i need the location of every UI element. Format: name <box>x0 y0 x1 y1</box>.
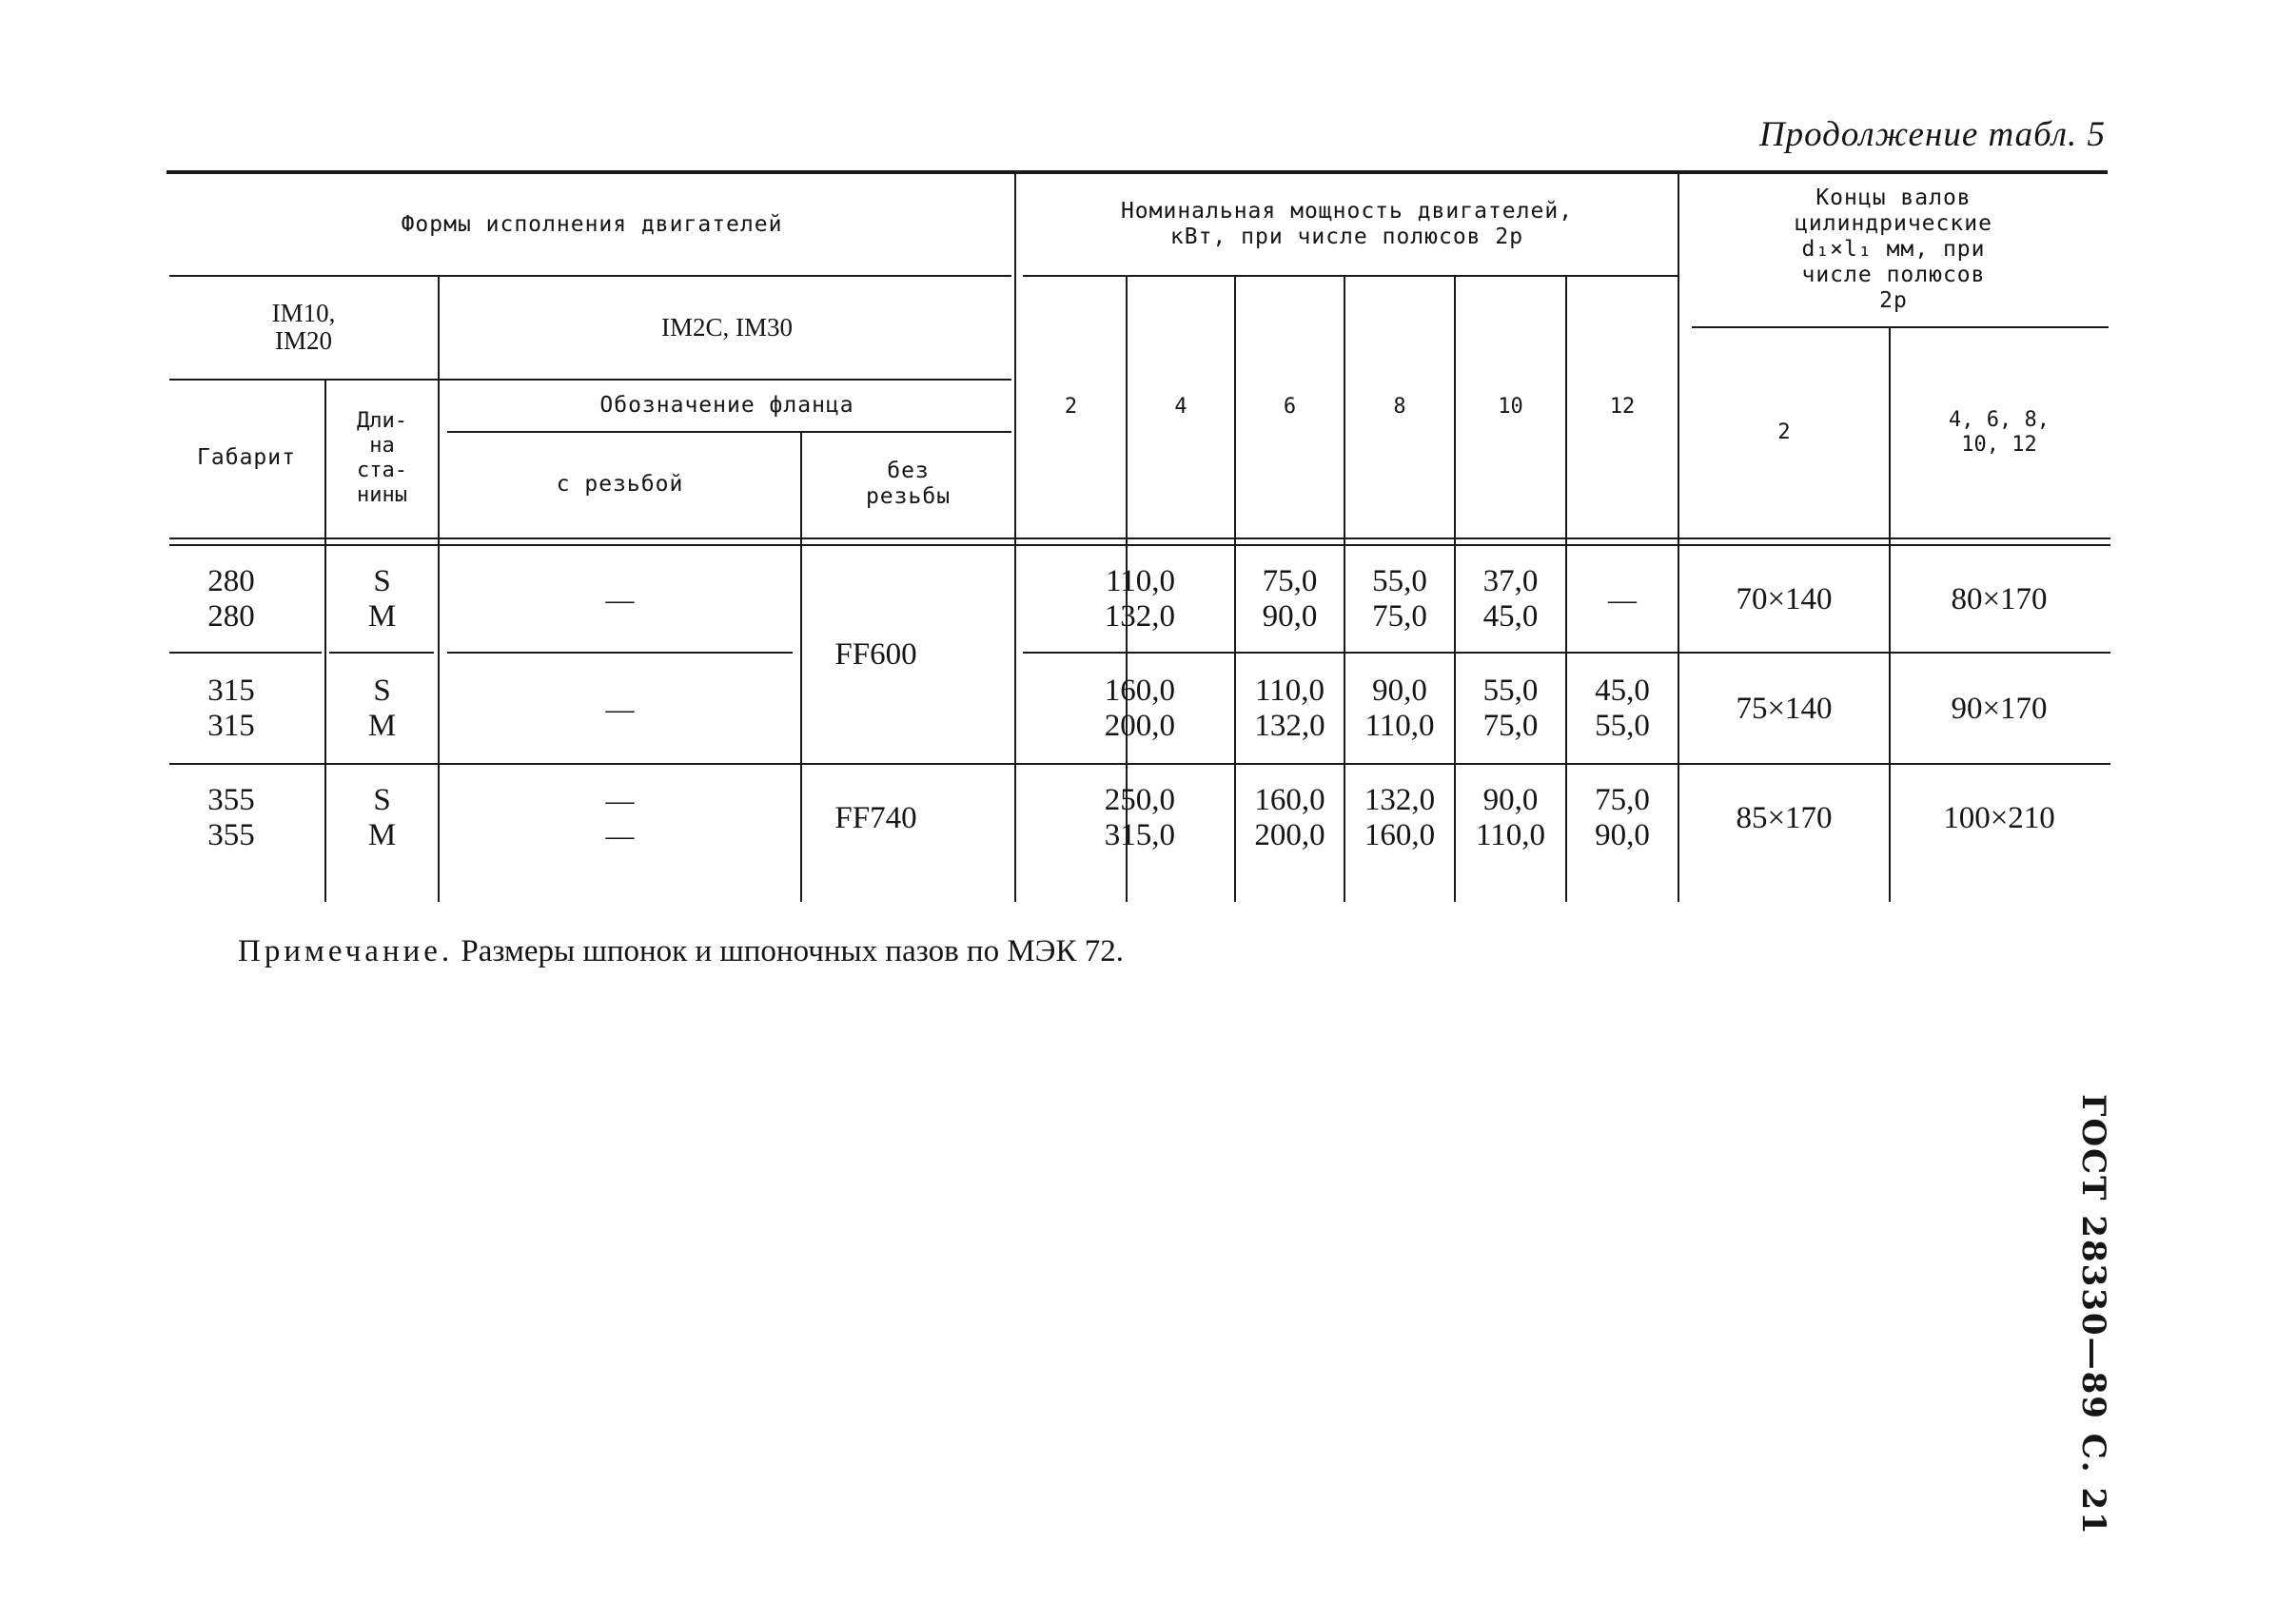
table-continuation-title: Продолжение табл. 5 <box>1758 115 2106 154</box>
header-shaft-pole-rest: 4, 6, 8, 10, 12 <box>1949 407 2050 457</box>
page-side-label: ГОСТ 28330—89 С. 21 <box>2074 1094 2112 1536</box>
cell-power-6: 90,0 110,0 <box>1364 674 1435 743</box>
header-unthreaded: без резьбы <box>865 459 952 509</box>
rule-row1-bottom-b <box>329 652 434 654</box>
cell-flange-ff740: FF740 <box>834 800 917 835</box>
cell-length: S M <box>367 783 397 852</box>
table-note <box>238 934 1570 969</box>
cell-length: S M <box>367 564 397 634</box>
cell-power-4: 160,0 200,0 <box>1254 783 1325 852</box>
header-pole-2: 2 <box>1064 394 1078 419</box>
header-frame-length: Дли- на ста- нины <box>357 408 407 507</box>
cell-power-4: 110,0 132,0 <box>1254 674 1325 743</box>
cell-power-10: — <box>1608 583 1637 616</box>
header-flange: Обозначение фланца <box>599 392 854 418</box>
cell-flange-ff600: FF600 <box>834 637 917 672</box>
header-forms: Формы исполнения двигателей <box>401 211 783 237</box>
cell-gabarit: 280 280 <box>207 564 255 634</box>
cell-threaded: — <box>605 693 635 725</box>
cell-threaded: — <box>605 583 635 616</box>
cell-power-10: 75,0 90,0 <box>1595 783 1650 852</box>
header-pole-12: 12 <box>1609 394 1636 419</box>
rule-shaft-bottom <box>1692 326 2109 328</box>
cell-shaft-rest: 90×170 <box>1951 691 2048 726</box>
header-shaft-ends: Концы валов цилиндрические d₁×l₁ мм, при числе полюсов 2p <box>1795 185 1992 313</box>
header-threaded: с резьбой <box>556 471 684 497</box>
header-shaft-pole-2: 2 <box>1777 420 1791 444</box>
cell-power-2: 250,0 315,0 <box>1104 783 1175 852</box>
header-pole-8: 8 <box>1393 394 1406 419</box>
cell-power-6: 55,0 75,0 <box>1372 564 1427 634</box>
cell-shaft-2: 75×140 <box>1736 691 1833 726</box>
cell-gabarit: 315 315 <box>207 674 255 743</box>
cell-power-2: 110,0 132,0 <box>1104 564 1175 634</box>
rule-header-bottom-2 <box>169 544 2110 546</box>
header-im20-im30: IM2C, IM30 <box>660 312 793 342</box>
cell-length: S M <box>367 674 397 743</box>
cell-shaft-rest: 80×170 <box>1951 581 2048 616</box>
rule-power-bottom <box>1023 275 1679 277</box>
note-label: Примечание. <box>238 934 454 968</box>
cell-power-8: 90,0 110,0 <box>1475 783 1546 852</box>
cell-power-6: 132,0 160,0 <box>1364 783 1436 852</box>
cell-power-2: 160,0 200,0 <box>1104 674 1175 743</box>
header-pole-6: 6 <box>1283 394 1297 419</box>
header-power: Номинальная мощность двигателей, кВт, при числе полюсов 2p <box>1120 199 1574 249</box>
cell-shaft-rest: 100×210 <box>1943 800 2055 835</box>
rule-row1-bottom-a <box>169 652 322 654</box>
cell-power-8: 37,0 45,0 <box>1482 564 1539 634</box>
header-gabarit: Габарит <box>197 445 296 470</box>
cell-shaft-2: 70×140 <box>1736 581 1833 616</box>
header-pole-10: 10 <box>1498 394 1523 419</box>
header-im10-im20: IM10, IM20 <box>271 299 336 355</box>
cell-threaded: — — <box>605 785 635 851</box>
cell-power-4: 75,0 90,0 <box>1262 564 1318 634</box>
cell-shaft-2: 85×170 <box>1736 800 1833 835</box>
rule-row1-bottom-c <box>447 652 793 654</box>
rule-forms-bottom <box>169 275 1011 277</box>
header-pole-4: 4 <box>1174 394 1187 419</box>
rule-header-bottom-1 <box>169 537 2110 539</box>
cell-gabarit: 355 355 <box>207 783 255 852</box>
cell-power-10: 45,0 55,0 <box>1595 674 1650 743</box>
note-text: Размеры шпонок и шпоночных пазов по МЭК 72. <box>453 934 1124 968</box>
cell-power-8: 55,0 75,0 <box>1482 674 1539 743</box>
rule-row2-bottom <box>169 763 2110 765</box>
